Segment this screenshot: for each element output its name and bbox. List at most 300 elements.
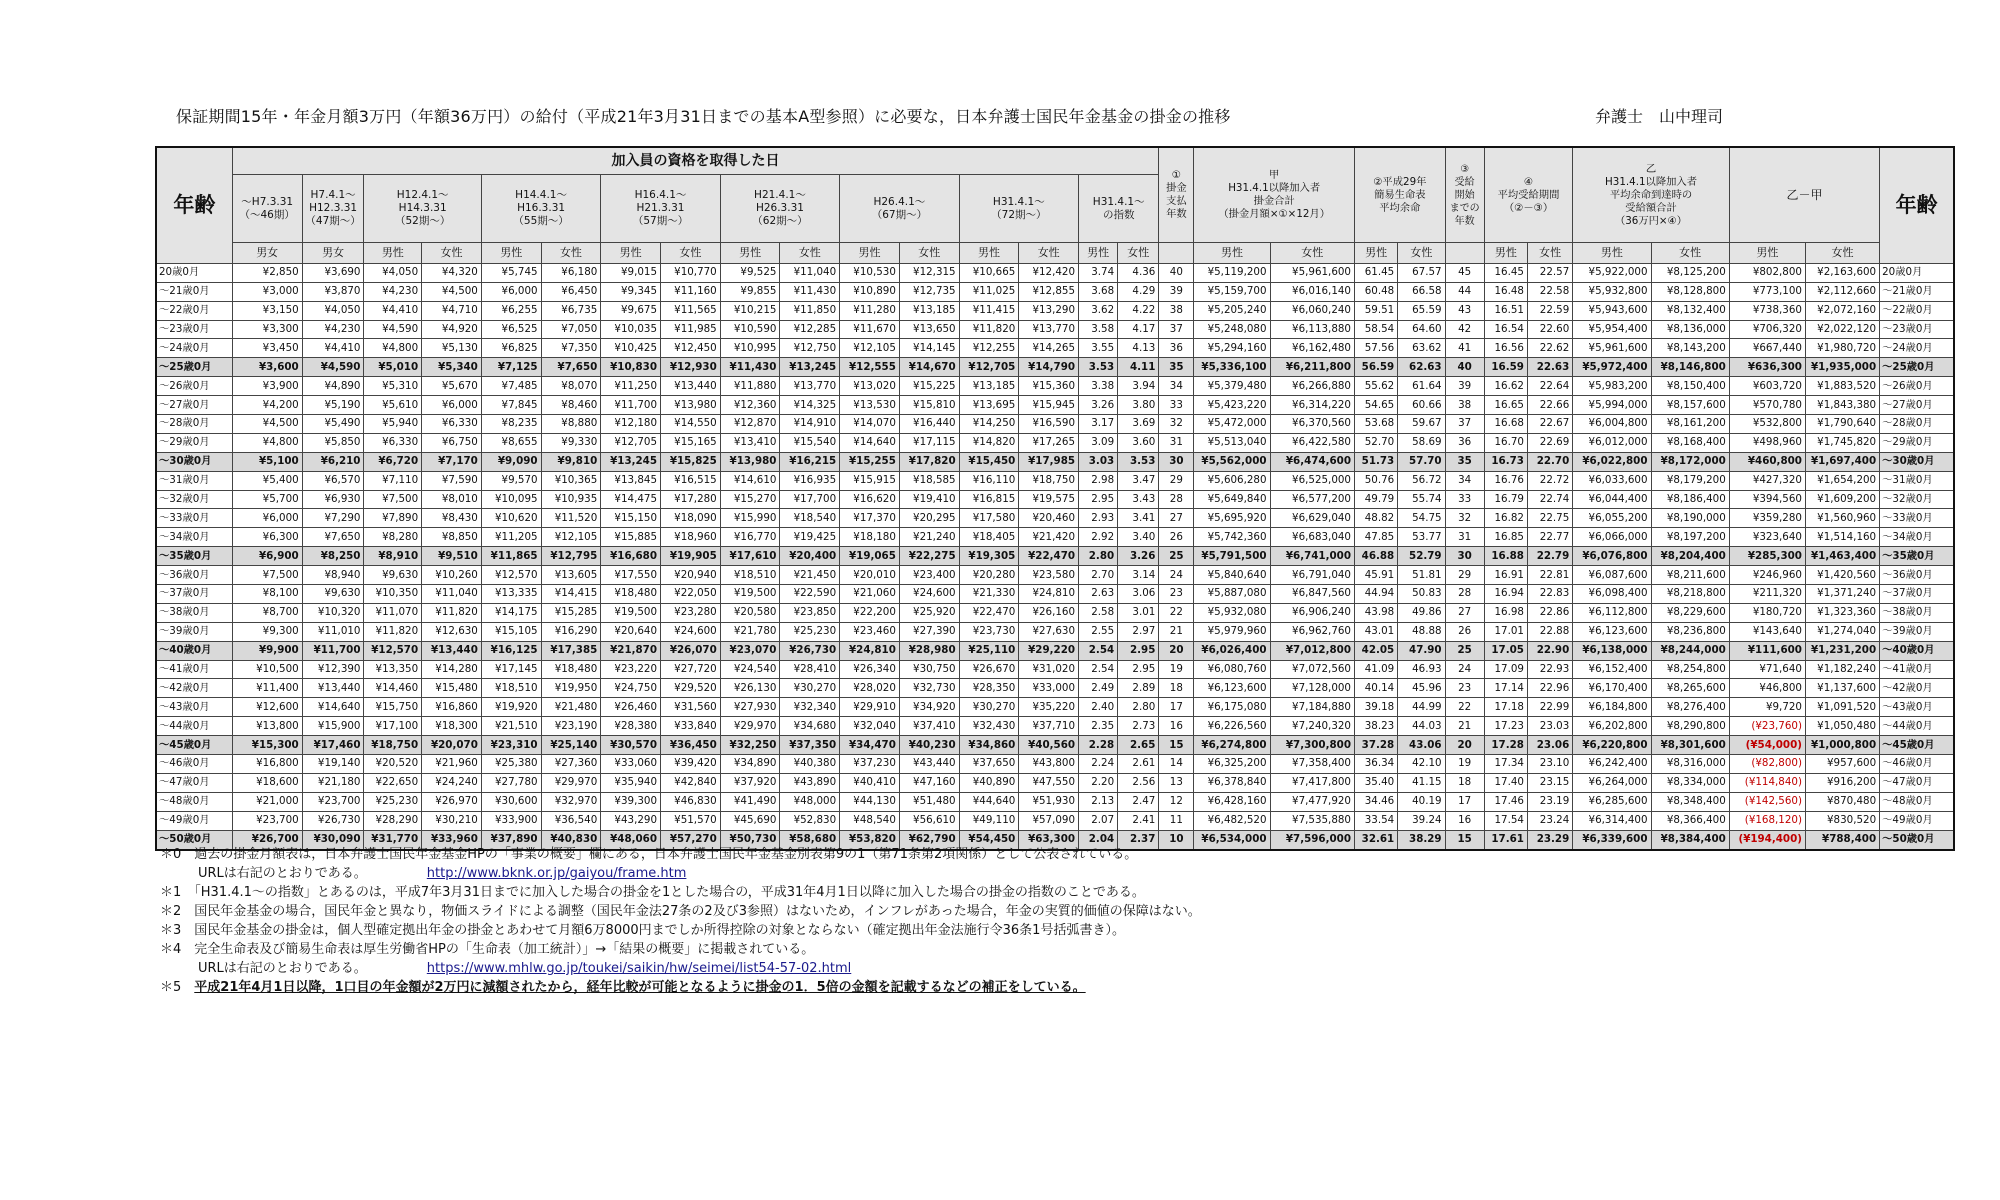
value-cell: ¥5,954,400 [1573,320,1651,339]
value-cell: ¥394,560 [1729,490,1805,509]
value-cell: ¥15,480 [422,679,482,698]
value-cell: ¥23,460 [840,622,900,641]
value-cell: ¥19,575 [1019,490,1079,509]
value-cell: ¥6,226,560 [1194,717,1270,736]
value-cell: 53.77 [1398,528,1445,547]
sex-header-cell: 男性 [1079,243,1118,264]
value-cell: ¥6,847,560 [1270,585,1354,604]
value-cell: ¥5,979,960 [1194,622,1270,641]
value-cell: ¥7,240,320 [1270,717,1354,736]
value-cell: ¥6,080,760 [1194,660,1270,679]
value-cell: ¥8,850 [422,528,482,547]
value-cell: ¥46,800 [1729,679,1805,698]
value-cell: ¥16,620 [840,490,900,509]
value-cell: 2.04 [1079,830,1118,849]
value-cell: 2.92 [1079,528,1118,547]
value-cell: 21 [1159,622,1194,641]
value-cell: ¥6,525 [481,320,541,339]
value-cell: ¥9,570 [481,471,541,490]
value-cell: 16.82 [1484,509,1527,528]
value-cell: ¥3,690 [302,263,364,282]
value-cell: ¥14,475 [601,490,661,509]
value-cell: ¥1,980,720 [1805,339,1879,358]
value-cell: 2.65 [1118,736,1159,755]
value-cell: 65.59 [1398,301,1445,320]
value-cell: 31 [1159,433,1194,452]
value-cell: ¥22,275 [899,547,959,566]
age-cell: ～38歳0月 [156,603,232,622]
note-5-marker: ＊5 [160,980,195,995]
value-cell: ¥6,044,400 [1573,490,1651,509]
value-cell: 2.54 [1079,641,1118,660]
value-cell: 17.01 [1484,622,1527,641]
value-cell: ¥667,440 [1729,339,1805,358]
value-cell: ¥1,935,000 [1805,358,1879,377]
value-cell: 2.80 [1079,547,1118,566]
value-cell: ¥25,140 [541,736,601,755]
note-0: ＊0 過去の掛金月額表は，日本弁護士国民年金基金HPの「事業の概要」欄にある，日本弁護士国民年金基金別表第9の1（第71条第2項関係）として公表されている。 [160,847,1138,862]
header-enrollment-date: 加入員の資格を取得した日 [232,147,1159,175]
age-cell-right: ～23歳0月 [1880,320,1954,339]
value-cell: ¥5,190 [302,396,364,415]
header-period-1: ～H7.3.31 （～46期） [232,175,302,243]
value-cell: ¥27,930 [720,698,780,717]
value-cell: ¥16,215 [780,452,840,471]
value-cell: ¥14,640 [840,433,900,452]
value-cell: ¥21,480 [541,698,601,717]
value-cell: ¥16,680 [601,547,661,566]
age-cell-right: ～42歳0月 [1880,679,1954,698]
value-cell: 23 [1159,585,1194,604]
value-cell: ¥12,105 [541,528,601,547]
value-cell: ¥10,260 [422,566,482,585]
value-cell: ¥2,112,660 [1805,282,1879,301]
value-cell: ¥6,123,600 [1573,622,1651,641]
value-cell: ¥7,590 [422,471,482,490]
value-cell: ¥3,150 [232,301,302,320]
value-cell: 42 [1445,320,1484,339]
value-cell: ¥10,995 [720,339,780,358]
age-cell-right: ～40歳0月 [1880,641,1954,660]
value-cell: 41.09 [1355,660,1398,679]
value-cell: ¥8,157,600 [1651,396,1729,415]
value-cell: ¥63,300 [1019,830,1079,849]
value-cell: ¥16,515 [661,471,721,490]
value-cell: ¥18,510 [720,566,780,585]
value-cell: 30 [1159,452,1194,471]
age-cell-right: ～45歳0月 [1880,736,1954,755]
header-average-benefit-period: ④ 平均受給期間 （②－③） [1484,147,1573,243]
value-cell: ¥8,348,400 [1651,792,1729,811]
value-cell: 3.69 [1118,415,1159,434]
value-cell: ¥23,280 [661,603,721,622]
value-cell: 2.47 [1118,792,1159,811]
value-cell: ¥10,890 [840,282,900,301]
sex-header-cell: 女性 [661,243,721,264]
value-cell: 41 [1445,339,1484,358]
value-cell: ¥29,220 [1019,641,1079,660]
value-cell: ¥7,170 [422,452,482,471]
value-cell: ¥1,697,400 [1805,452,1879,471]
value-cell: ¥15,450 [959,452,1019,471]
value-cell: ¥6,123,600 [1194,679,1270,698]
value-cell: ¥4,320 [422,263,482,282]
value-cell: 17.23 [1484,717,1527,736]
value-cell: ¥5,791,500 [1194,547,1270,566]
value-cell: ¥8,125,200 [1651,263,1729,282]
value-cell: ¥3,870 [302,282,364,301]
value-cell: ¥41,490 [720,792,780,811]
value-cell: ¥12,570 [481,566,541,585]
value-cell: ¥20,580 [720,603,780,622]
value-cell: 22.90 [1527,641,1572,660]
value-cell: ¥11,820 [364,622,422,641]
value-cell: 48.88 [1398,622,1445,641]
age-cell: ～26歳0月 [156,377,232,396]
value-cell: 27 [1445,603,1484,622]
value-cell: ¥4,050 [364,263,422,282]
value-cell: ¥738,360 [1729,301,1805,320]
value-cell: ¥13,440 [661,377,721,396]
value-cell: ¥4,590 [364,320,422,339]
age-cell: ～21歳0月 [156,282,232,301]
value-cell: ¥13,980 [661,396,721,415]
value-cell: 59.51 [1355,301,1398,320]
value-cell: ¥6,314,400 [1573,811,1651,830]
value-cell: ¥13,350 [364,660,422,679]
value-cell: ¥6,211,800 [1270,358,1354,377]
value-cell: ¥532,800 [1729,415,1805,434]
value-cell: ¥6,577,200 [1270,490,1354,509]
value-cell: ¥21,330 [959,585,1019,604]
age-cell-right: 20歳0月 [1880,263,1954,282]
value-cell: 30 [1445,547,1484,566]
value-cell: ¥1,463,400 [1805,547,1879,566]
value-cell: 43.01 [1355,622,1398,641]
value-cell: ¥16,800 [232,755,302,774]
value-cell: 22.58 [1527,282,1572,301]
value-cell: ¥5,700 [232,490,302,509]
value-cell: ¥32,040 [840,717,900,736]
value-cell: 2.98 [1079,471,1118,490]
value-cell: ¥14,670 [899,358,959,377]
value-cell: 22.60 [1527,320,1572,339]
value-cell: ¥11,280 [840,301,900,320]
value-cell: (¥168,120) [1729,811,1805,830]
value-cell: 16.73 [1484,452,1527,471]
value-cell: ¥20,460 [1019,509,1079,528]
value-cell: ¥34,470 [840,736,900,755]
value-cell: 3.74 [1079,263,1118,282]
value-cell: ¥16,440 [899,415,959,434]
value-cell: ¥7,845 [481,396,541,415]
value-cell: ¥5,336,100 [1194,358,1270,377]
sex-header-cell: 女性 [1398,243,1445,264]
value-cell: ¥6,098,400 [1573,585,1651,604]
value-cell: ¥6,370,560 [1270,415,1354,434]
table-row [156,811,1954,830]
value-cell: 40 [1159,263,1194,282]
value-cell: ¥33,900 [481,811,541,830]
value-cell: ¥6,266,880 [1270,377,1354,396]
sex-header-cell: 男性 [1484,243,1527,264]
note-4-url-row [160,959,1201,978]
value-cell: ¥43,800 [1019,755,1079,774]
value-cell: 20 [1159,641,1194,660]
value-cell: ¥1,560,960 [1805,509,1879,528]
value-cell: ¥24,810 [1019,585,1079,604]
value-cell: ¥6,791,040 [1270,566,1354,585]
value-cell: ¥10,215 [720,301,780,320]
value-cell: ¥18,180 [840,528,900,547]
note-4-url-link[interactable]: https://www.mhlw.go.jp/toukei/saikin/hw/seimei/list54-57-02.html [426,961,852,976]
value-cell: ¥47,160 [899,773,959,792]
value-cell: ¥32,430 [959,717,1019,736]
value-cell: 3.62 [1079,301,1118,320]
value-cell: ¥8,460 [541,396,601,415]
value-cell: ¥7,596,000 [1270,830,1354,849]
value-cell: ¥14,790 [1019,358,1079,377]
value-cell: 22.96 [1527,679,1572,698]
footnotes [160,845,1201,997]
value-cell: ¥9,675 [601,301,661,320]
value-cell: 22.93 [1527,660,1572,679]
value-cell: ¥5,745 [481,263,541,282]
value-cell: 23.15 [1527,773,1572,792]
value-cell: 42.10 [1398,755,1445,774]
value-cell: ¥10,590 [720,320,780,339]
age-cell-right: ～24歳0月 [1880,339,1954,358]
value-cell: ¥323,640 [1729,528,1805,547]
age-cell: ～42歳0月 [156,679,232,698]
value-cell: ¥13,800 [232,717,302,736]
value-cell: 25 [1445,641,1484,660]
value-cell: ¥51,930 [1019,792,1079,811]
value-cell: ¥8,276,400 [1651,698,1729,717]
value-cell: ¥8,700 [232,603,302,622]
value-cell: ¥15,255 [840,452,900,471]
premium-table [155,146,1955,851]
value-cell: 43.98 [1355,603,1398,622]
value-cell: ¥1,274,040 [1805,622,1879,641]
value-cell: 3.06 [1118,585,1159,604]
value-cell: 2.24 [1079,755,1118,774]
value-cell: ¥21,420 [1019,528,1079,547]
value-cell: ¥12,855 [1019,282,1079,301]
value-cell: 58.54 [1355,320,1398,339]
value-cell: ¥40,830 [541,830,601,849]
header-sex-row [156,243,1954,264]
value-cell: 60.48 [1355,282,1398,301]
value-cell: 2.35 [1079,717,1118,736]
age-cell: ～36歳0月 [156,566,232,585]
value-cell: ¥15,360 [1019,377,1079,396]
value-cell: 39.24 [1398,811,1445,830]
value-cell: 2.13 [1079,792,1118,811]
value-cell: ¥20,280 [959,566,1019,585]
value-cell: 16.65 [1484,396,1527,415]
value-cell: 2.63 [1079,585,1118,604]
value-cell: 37.28 [1355,736,1398,755]
value-cell: ¥14,640 [302,698,364,717]
value-cell: 64.60 [1398,320,1445,339]
value-cell: 26 [1159,528,1194,547]
value-cell: ¥23,190 [541,717,601,736]
table-row [156,263,1954,282]
value-cell: ¥17,280 [661,490,721,509]
value-cell: ¥8,161,200 [1651,415,1729,434]
value-cell: ¥71,640 [1729,660,1805,679]
value-cell: ¥27,360 [541,755,601,774]
value-cell: 2.55 [1079,622,1118,641]
table-row [156,547,1954,566]
value-cell: ¥7,128,000 [1270,679,1354,698]
value-cell: ¥11,820 [959,320,1019,339]
value-cell: 16.79 [1484,490,1527,509]
value-cell: ¥27,720 [661,660,721,679]
value-cell: ¥18,600 [232,773,302,792]
value-cell: ¥16,860 [422,698,482,717]
value-cell: ¥19,065 [840,547,900,566]
value-cell: ¥31,020 [1019,660,1079,679]
value-cell: 4.36 [1118,263,1159,282]
value-cell: ¥12,555 [840,358,900,377]
value-cell: 22 [1445,698,1484,717]
value-cell: 63.62 [1398,339,1445,358]
value-cell: ¥1,609,200 [1805,490,1879,509]
value-cell: ¥6,285,600 [1573,792,1651,811]
age-cell-right: ～49歳0月 [1880,811,1954,830]
value-cell: ¥15,990 [720,509,780,528]
age-cell: ～45歳0月 [156,736,232,755]
value-cell: ¥29,520 [661,679,721,698]
value-cell: 3.47 [1118,471,1159,490]
value-cell: 37 [1445,415,1484,434]
value-cell: 45 [1445,263,1484,282]
value-cell: ¥15,915 [840,471,900,490]
value-cell: ¥28,350 [959,679,1019,698]
value-cell: ¥8,211,600 [1651,566,1729,585]
value-cell: ¥13,185 [899,301,959,320]
value-cell: 3.40 [1118,528,1159,547]
value-cell: ¥8,136,000 [1651,320,1729,339]
value-cell: ¥24,750 [601,679,661,698]
value-cell: ¥12,705 [959,358,1019,377]
value-cell: 24 [1159,566,1194,585]
note-5 [160,978,1201,997]
sex-header-cell: 男性 [364,243,422,264]
value-cell: ¥6,180 [541,263,601,282]
header-years-until-benefit: ③ 受給 開始 までの 年数 [1445,147,1484,243]
value-cell: ¥11,010 [302,622,364,641]
value-cell: 3.60 [1118,433,1159,452]
value-cell: 41.15 [1398,773,1445,792]
value-cell: ¥43,290 [601,811,661,830]
note-0-url-link[interactable]: http://www.bknk.or.jp/gaiyou/frame.htm [426,866,687,881]
age-cell: ～46歳0月 [156,755,232,774]
value-cell: 28 [1159,490,1194,509]
value-cell: 61.64 [1398,377,1445,396]
value-cell: ¥5,695,920 [1194,509,1270,528]
value-cell: ¥6,314,220 [1270,396,1354,415]
value-cell: ¥7,358,400 [1270,755,1354,774]
value-cell: 4.13 [1118,339,1159,358]
value-cell: ¥47,550 [1019,773,1079,792]
value-cell: 3.26 [1079,396,1118,415]
age-cell-right: ～21歳0月 [1880,282,1954,301]
value-cell: 3.09 [1079,433,1118,452]
value-cell: ¥12,420 [1019,263,1079,282]
value-cell: 17.34 [1484,755,1527,774]
value-cell: ¥4,500 [232,415,302,434]
value-cell: ¥9,810 [541,452,601,471]
value-cell: ¥6,255 [481,301,541,320]
value-cell: ¥427,320 [1729,471,1805,490]
value-cell: ¥6,534,000 [1194,830,1270,849]
age-cell: ～50歳0月 [156,830,232,849]
value-cell: 2.89 [1118,679,1159,698]
value-cell: ¥4,410 [364,301,422,320]
value-cell: 22.67 [1527,415,1572,434]
value-cell: ¥16,815 [959,490,1019,509]
value-cell: ¥44,640 [959,792,1019,811]
value-cell: 22.63 [1527,358,1572,377]
value-cell: ¥16,935 [780,471,840,490]
value-cell: 17.14 [1484,679,1527,698]
value-cell: ¥211,320 [1729,585,1805,604]
value-cell: 4.17 [1118,320,1159,339]
value-cell: ¥8,334,000 [1651,773,1729,792]
value-cell: ¥19,410 [899,490,959,509]
value-cell: ¥36,450 [661,736,721,755]
value-cell: ¥6,087,600 [1573,566,1651,585]
value-cell: ¥57,270 [661,830,721,849]
value-cell: ¥9,300 [232,622,302,641]
value-cell: ¥19,305 [959,547,1019,566]
value-cell: ¥8,168,400 [1651,433,1729,452]
value-cell: 16.70 [1484,433,1527,452]
value-cell: (¥142,560) [1729,792,1805,811]
value-cell: ¥6,012,000 [1573,433,1651,452]
value-cell: ¥13,440 [302,679,364,698]
value-cell: 2.61 [1118,755,1159,774]
value-cell: ¥37,890 [481,830,541,849]
value-cell: ¥23,580 [1019,566,1079,585]
value-cell: ¥46,830 [661,792,721,811]
value-cell: ¥21,780 [720,622,780,641]
value-cell: ¥5,606,280 [1194,471,1270,490]
value-cell: ¥6,683,040 [1270,528,1354,547]
value-cell: 16.62 [1484,377,1527,396]
value-cell: ¥11,865 [481,547,541,566]
value-cell: 35.40 [1355,773,1398,792]
value-cell: ¥773,100 [1729,282,1805,301]
value-cell: ¥1,790,640 [1805,415,1879,434]
value-cell: 2.56 [1118,773,1159,792]
age-cell-right: ～46歳0月 [1880,755,1954,774]
age-cell: ～34歳0月 [156,528,232,547]
value-cell: ¥8,100 [232,585,302,604]
value-cell: ¥8,010 [422,490,482,509]
value-cell: ¥18,510 [481,679,541,698]
value-cell: ¥636,300 [1729,358,1805,377]
value-cell: 4.22 [1118,301,1159,320]
value-cell: ¥20,640 [601,622,661,641]
value-cell: 12 [1159,792,1194,811]
value-cell: ¥6,210 [302,452,364,471]
value-cell: ¥33,840 [661,717,721,736]
value-cell: ¥6,325,200 [1194,755,1270,774]
